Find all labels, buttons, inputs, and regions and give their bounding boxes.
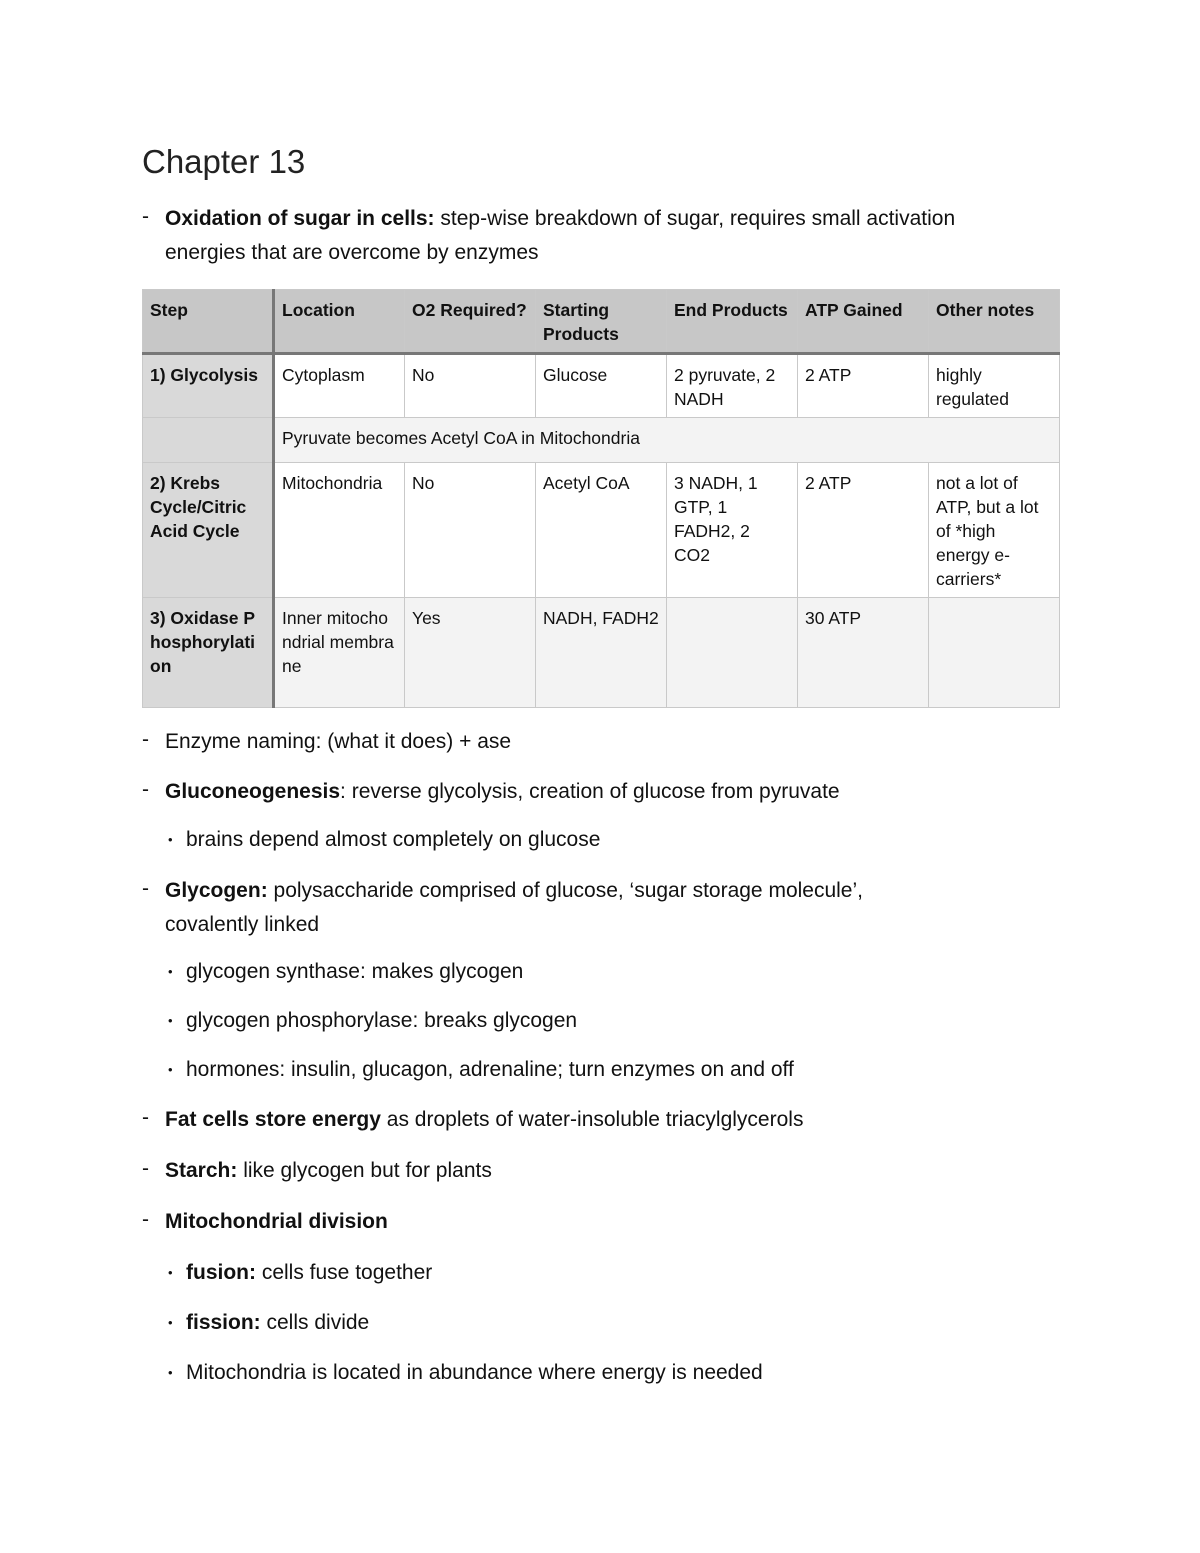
starch-definition: like glycogen but for plants [237, 1159, 492, 1182]
fission-term: fission: [186, 1311, 261, 1334]
table-row [143, 463, 1060, 598]
cell-notes [929, 598, 1060, 708]
table-row [143, 354, 1060, 418]
table-row-bridge [143, 418, 1060, 463]
bullet-marker: • [168, 832, 173, 847]
enzyme-text: Enzyme naming: (what it does) + ase [165, 730, 512, 753]
fusion-bullet [168, 1256, 432, 1290]
bullet-marker: • [168, 1315, 173, 1330]
cell-step: 1) Glycolysis [143, 354, 274, 418]
glycogen-bullet [168, 1004, 577, 1038]
cell-atp: 30 ATP [798, 598, 929, 708]
bullet-text: Mitochondria is located in abundance where energy is needed [186, 1361, 763, 1384]
mito-division-item [142, 1205, 388, 1239]
header-starting: Starting Products [536, 290, 667, 354]
cell-bridge: Pyruvate becomes Acetyl CoA in Mitochondria [274, 418, 1060, 463]
glycogen-item [142, 874, 863, 942]
header-o2: O2 Required? [405, 290, 536, 354]
cell-end: 3 NADH, 1 GTP, 1 FADH2, 2 CO2 [667, 463, 798, 598]
cell-notes: highly regulated [929, 354, 1060, 418]
mito-division-term: Mitochondrial division [165, 1210, 388, 1233]
dash-marker: - [142, 1157, 149, 1180]
dash-marker: - [142, 728, 149, 751]
fat-definition: as droplets of water-insoluble triacylglycerols [380, 1108, 804, 1131]
bullet-marker: • [168, 964, 173, 979]
header-end: End Products [667, 290, 798, 354]
gluconeogenesis-bullet [168, 823, 600, 857]
bullet-marker: • [168, 1013, 173, 1028]
cell-step: 2) Krebs Cycle/Citric Acid Cycle [143, 463, 274, 598]
bullet-marker: • [168, 1062, 173, 1077]
gluconeogenesis-definition: : reverse glycolysis, creation of glucose from pyruvate [340, 780, 840, 803]
dash-marker: - [142, 877, 149, 900]
cell-o2: No [405, 354, 536, 418]
bullet-text: hormones: insulin, glucagon, adrenaline; turn enzymes on and off [186, 1058, 794, 1081]
fat-item [142, 1103, 803, 1137]
bullet-marker: • [168, 1365, 173, 1380]
starch-item [142, 1154, 492, 1188]
oxidation-table [142, 289, 1060, 708]
header-notes: Other notes [929, 290, 1060, 354]
cell-location: Mitochondria [274, 463, 405, 598]
bullet-marker: • [168, 1265, 173, 1280]
bullet-text: brains depend almost completely on glucose [186, 828, 601, 851]
bullet-text: glycogen synthase: makes glycogen [186, 960, 524, 983]
intro-definition: step-wise breakdown of sugar, requires small activation [434, 207, 956, 230]
intro-term: Oxidation of sugar in cells: [165, 207, 435, 230]
table-row [143, 598, 1060, 708]
cell-step-empty [143, 418, 274, 463]
intro-item [142, 202, 955, 270]
cell-start: Acetyl CoA [536, 463, 667, 598]
intro-line2: energies that are overcome by enzymes [165, 241, 539, 264]
cell-end: 2 pyruvate, 2 NADH [667, 354, 798, 418]
fat-term: Fat cells store energy [165, 1108, 381, 1131]
glycogen-bullet [168, 955, 523, 989]
gluconeogenesis-item [142, 775, 840, 809]
enzyme-item [142, 725, 511, 759]
cell-start: Glucose [536, 354, 667, 418]
cell-o2: Yes [405, 598, 536, 708]
cell-notes: not a lot of ATP, but a lot of *high energy e- carriers* [929, 463, 1060, 598]
dash-marker: - [142, 778, 149, 801]
header-step: Step [143, 290, 274, 354]
fission-definition: cells divide [260, 1311, 370, 1334]
glycogen-term: Glycogen: [165, 879, 268, 902]
cell-atp: 2 ATP [798, 354, 929, 418]
table-header-row [143, 290, 1060, 354]
bullet-text: glycogen phosphorylase: breaks glycogen [186, 1009, 578, 1032]
glycogen-bullet [168, 1053, 794, 1087]
header-atp: ATP Gained [798, 290, 929, 354]
dash-marker: - [142, 205, 149, 228]
fusion-term: fusion: [186, 1261, 256, 1284]
dash-marker: - [142, 1208, 149, 1231]
mito-location-bullet [168, 1356, 763, 1390]
cell-end [667, 598, 798, 708]
fusion-definition: cells fuse together [255, 1261, 433, 1284]
cell-step: 3) Oxidase Phosphorylation [143, 598, 274, 708]
fission-bullet [168, 1306, 369, 1340]
glycogen-line2: covalently linked [165, 913, 320, 936]
cell-o2: No [405, 463, 536, 598]
gluconeogenesis-term: Gluconeogenesis [165, 780, 341, 803]
cell-atp: 2 ATP [798, 463, 929, 598]
starch-term: Starch: [165, 1159, 238, 1182]
cell-start: NADH, FADH2 [536, 598, 667, 708]
cell-location: Inner mitochondrial membrane [274, 598, 405, 708]
cell-location: Cytoplasm [274, 354, 405, 418]
dash-marker: - [142, 1106, 149, 1129]
header-location: Location [274, 290, 405, 354]
glycogen-definition: polysaccharide comprised of glucose, ‘sugar storage molecule’, [267, 879, 863, 902]
page-title: Chapter 13 [142, 143, 306, 180]
